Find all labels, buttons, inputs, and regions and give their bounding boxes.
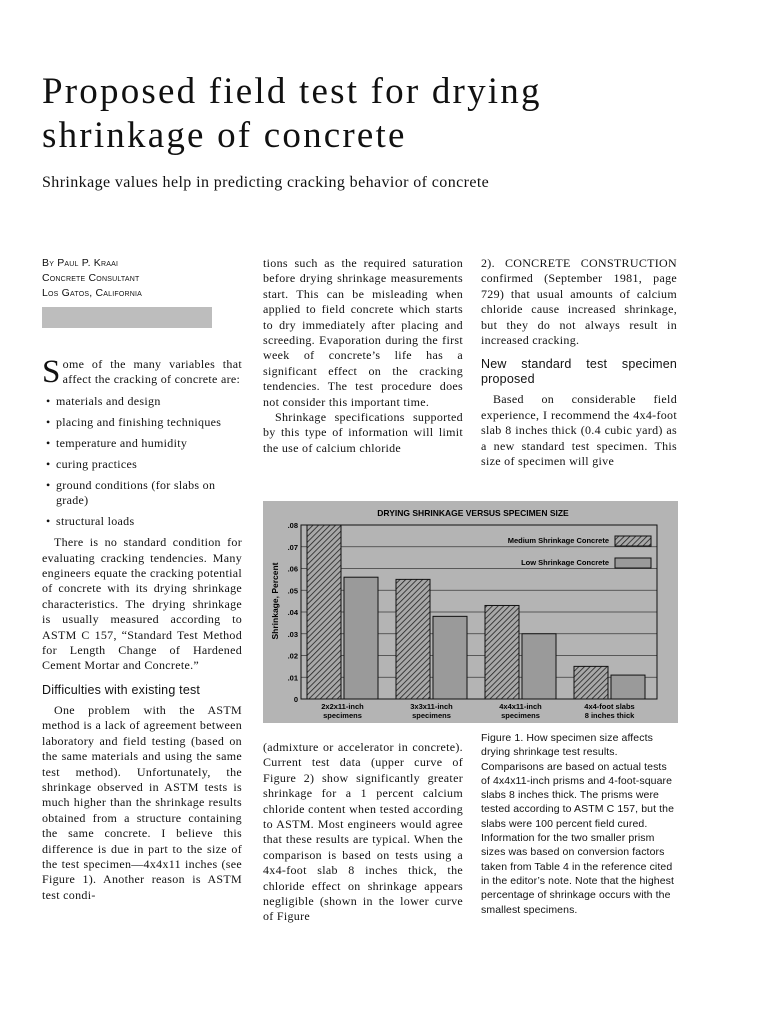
chart-title: DRYING SHRINKAGE VERSUS SPECIMEN SIZE [377,508,569,518]
column-2-top [263,256,463,456]
legend-label: Low Shrinkage Concrete [521,558,609,567]
byline-shade-bar [42,307,212,328]
column-2-bottom [263,740,463,925]
title-line-2: shrinkage of concrete [42,115,407,156]
paragraph: tions such as the required saturation before drying shrinkage measurements start. This can be misleading when applied to field concrete which starts to dry immediately after placing and screeding. Evaporation during the first week of concrete’s life has a significant effect on the cracking tendencies. The test procedure does not consider this important time. [263,256,463,409]
y-tick-label: .04 [287,608,298,617]
x-category-label: 8 inches thick [584,711,635,720]
list-item: • placing and finishing techniques [42,415,242,430]
x-category-label: specimens [323,711,362,720]
shrinkage-bar-chart [263,501,678,723]
x-category-label: specimens [412,711,451,720]
intro-text: ome of the many variables that affect the cracking of concrete are: [62,357,242,387]
bar-medium-3 [485,605,519,699]
column-3 [481,256,677,469]
bar-low-2 [433,616,467,699]
y-tick-label: .02 [287,651,298,661]
list-item: • materials and design [42,394,242,409]
byline-role: Concrete Consultant [42,272,140,284]
y-tick-label: .05 [287,586,298,596]
paragraph: 2). CONCRETE CONSTRUCTION confirmed (September 1981, page 729) that usual amounts of calcium chloride cause increased shrinkage, but they do not always result in increased cracking. [481,256,677,348]
title-line-1: Proposed field test for drying [42,71,542,112]
paragraph: One problem with the ASTM method is a lack of agreement between laboratory and field testing (based on the same materials and using the same test method). Unfortunately, the shrinkage observed in ASTM tests is much higher than the shrinkage results obtained from a structure containing the same concrete. I believe this difference is due in part to the size of the test specimen—4x4x11 inches (see Figure 1). Another reason is ASTM test condi- [42,702,242,902]
byline [42,256,162,301]
section-heading: Difficulties with existing test [42,682,201,697]
article-title [42,70,742,158]
drop-cap: S [42,354,61,390]
x-category-label: 3x3x11-inch [410,702,453,711]
paragraph: Shrinkage specifications supported by this type of information will limit the use of calcium chloride [263,410,463,455]
y-tick-label: .08 [287,521,298,530]
y-tick-label: .01 [287,673,298,683]
figure-caption: Figure 1. How specimen size affects drying shrinkage test results. Comparisons are based on actual tests of 4x4x11-inch prisms and 4-foot-square slabs 8 inches thick. The prisms were tested according to ASTM C 157, but the slabs were 100 percent field cured. Information for the two smaller prism sizes was based on conversion factors taken from Table 4 in the reference cited in the editor’s note. Note that the highest percentage of shrinkage occurs with the smallest specimens. [481,732,675,916]
bar-low-4 [611,675,645,699]
byline-location: Los Gatos, California [42,287,143,299]
y-axis-label: Shrinkage, Percent [270,562,280,640]
legend-label: Medium Shrinkage Concrete [507,536,609,545]
x-category-label: 2x2x11-inch [321,702,364,711]
intro-paragraph [42,354,242,390]
list-item: • curing practices [42,457,242,472]
article-subtitle: Shrinkage values help in predicting cracking behavior of concrete [42,174,490,191]
bar-medium-2 [396,579,430,699]
paragraph: Based on considerable field experience, I recommend the 4x4-foot slab 8 inches thick (0.4 cubic yard) as a new standard test specimen. This size of specimen will give [481,392,677,469]
list-item: • structural loads [42,514,242,529]
y-tick-label: .03 [287,629,298,639]
legend-swatch [615,536,651,546]
list-item: • temperature and humidity [42,436,242,451]
y-tick-label: 0 [293,695,298,704]
column-1 [42,354,242,903]
x-category-label: specimens [501,711,540,720]
bar-low-3 [522,634,556,699]
bar-medium-1 [307,525,341,699]
paragraph: (admixture or accelerator in concrete). Current test data (upper curve of Figure 2) show significantly greater shrinkage for a 1 percent calcium chloride content when tested according to ASTM. Most engineers would agree that these results are typical. When the comparison is based on tests using a 4x4-foot slab 8 inches thick, the chloride effect on shrinkage appears negligible (shown in the lower curve of Figure [263,740,463,924]
bar-medium-4 [574,666,608,699]
list-item: • ground conditions (for slabs on grade) [42,478,242,509]
byline-author: By Paul P. Kraai [42,257,119,269]
variables-list [42,394,242,530]
legend-swatch [615,558,651,568]
x-category-label: 4x4-foot slabs [584,702,635,711]
y-tick-label: .07 [287,542,298,552]
paragraph: There is no standard condition for evaluating cracking tendencies. Many engineers equate the cracking potential of concrete with its drying shrinkage characteristics. The drying shrinkage is usually measured according to ASTM C 157, “Standard Test Method for Length Change of Hardened Cement Mortar and Concrete.” [42,535,242,673]
y-tick-label: .06 [287,564,298,574]
bar-low-1 [344,577,378,699]
x-category-label: 4x4x11-inch [499,702,542,711]
section-heading: New standard test specimen proposed [481,357,677,387]
